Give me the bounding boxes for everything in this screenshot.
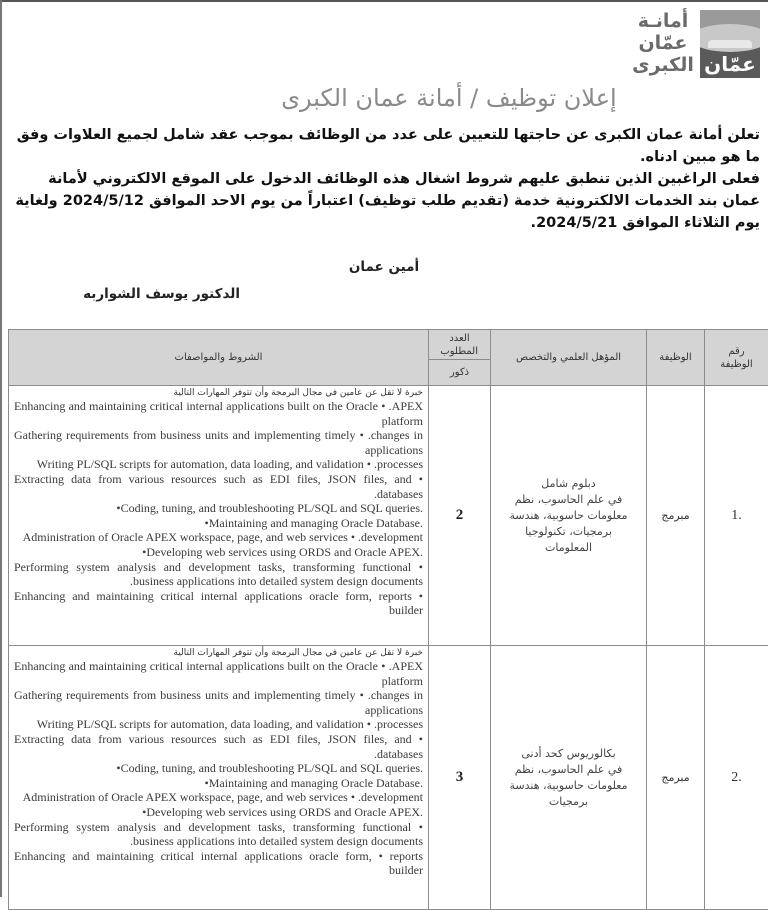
condition-item: .Coding, tuning, and troubleshooting PL/SQL and SQL queries• bbox=[14, 761, 423, 776]
table-row bbox=[9, 646, 768, 910]
logo-emblem-icon bbox=[700, 10, 760, 78]
logo-line: عمّان bbox=[632, 32, 694, 54]
condition-item: Performing system analysis and development tasks, transforming functional • .business applications into detailed system design documents bbox=[14, 820, 423, 849]
condition-item: Writing PL/SQL scripts for automation, data loading, and validation • .processes bbox=[14, 457, 423, 472]
job-qualification: بكالوريوس كحد أدنى في علم الحاسوب، نظم معلومات حاسوبية، هندسة برمجيات bbox=[491, 646, 647, 910]
conditions-lead: خبرة لا تقل عن عامين في مجال البرمجة وأن تتوفر المهارات التالية bbox=[14, 387, 423, 399]
announcement-body bbox=[14, 124, 760, 234]
header-job-number: رقم الوظيفة bbox=[705, 330, 768, 386]
jobs-table bbox=[8, 329, 768, 910]
condition-item: Extracting data from various resources such as EDI files, JSON files, and • .databases bbox=[14, 472, 423, 501]
condition-item: Enhancing and maintaining critical internal applications oracle form, reports • builder bbox=[14, 589, 423, 618]
page-border-top bbox=[0, 0, 768, 2]
job-number: 1. bbox=[705, 386, 768, 646]
header-job-title: الوظيفة bbox=[647, 330, 705, 386]
condition-item: Extracting data from various resources such as EDI files, JSON files, and • .databases bbox=[14, 732, 423, 761]
condition-item: .Developing web services using ORDS and Oracle APEX• bbox=[14, 805, 423, 820]
logo-line: أمانـة bbox=[632, 10, 694, 32]
job-required-count: 3 bbox=[429, 646, 491, 910]
condition-item: Administration of Oracle APEX workspace, page, and web services • .development bbox=[14, 530, 423, 545]
condition-item: .Coding, tuning, and troubleshooting PL/SQL and SQL queries• bbox=[14, 501, 423, 516]
condition-item: .Maintaining and managing Oracle Database• bbox=[14, 516, 423, 531]
job-conditions bbox=[9, 646, 429, 910]
table-row bbox=[9, 386, 768, 646]
condition-item: .Developing web services using ORDS and Oracle APEX• bbox=[14, 545, 423, 560]
logo-line: الكبرى bbox=[632, 54, 694, 76]
condition-item: Gathering requirements from business units and implementing timely • .changes in applications bbox=[14, 428, 423, 457]
header-conditions: الشروط والمواصفات bbox=[9, 330, 429, 386]
condition-item: Gathering requirements from business units and implementing timely • .changes in applications bbox=[14, 688, 423, 717]
announcement-paragraph: فعلى الراغبين الذين تنطبق عليهم شروط اشغال هذه الوظائف الدخول على الموقع الالكتروني لأمانة عمان بند الخدمات الالكترونية خدمة (تقديم طلب توظيف) اعتباراً من يوم الاحد الموافق 2024/5/12 ولغاية يوم الثلاثاء الموافق 2024/5/21. bbox=[14, 168, 760, 234]
condition-item: Writing PL/SQL scripts for automation, data loading, and validation • .processes bbox=[14, 717, 423, 732]
signatory-title: أمين عمان bbox=[0, 259, 768, 275]
signatory-name: الدكتور يوسف الشواربه bbox=[40, 286, 240, 302]
condition-item: Performing system analysis and development tasks, transforming functional • .business applications into detailed system design documents bbox=[14, 560, 423, 589]
job-title: مبرمج bbox=[647, 646, 705, 910]
condition-item: Enhancing and maintaining critical internal applications oracle form, • reports builder bbox=[14, 849, 423, 878]
page-title: إعلان توظيف / أمانة عمان الكبرى bbox=[0, 84, 768, 112]
job-qualification: دبلوم شامل في علم الحاسوب، نظم معلومات حاسوبية، هندسة برمجيات، تكنولوجيا المعلومات bbox=[491, 386, 647, 646]
gam-logo bbox=[632, 6, 760, 82]
logo-emblem-text: عمّان bbox=[700, 52, 760, 76]
job-title: مبرمج bbox=[647, 386, 705, 646]
job-conditions bbox=[9, 386, 429, 646]
job-number: 2. bbox=[705, 646, 768, 910]
header-required-count: العدد المطلوب bbox=[429, 330, 491, 360]
job-required-count: 2 bbox=[429, 386, 491, 646]
header-count-males: ذكور bbox=[429, 360, 491, 386]
header-qualification: المؤهل العلمي والتخصص bbox=[491, 330, 647, 386]
condition-item: Enhancing and maintaining critical internal applications built on the Oracle • .APEX platform bbox=[14, 399, 423, 428]
condition-item: .Maintaining and managing Oracle Database• bbox=[14, 776, 423, 791]
conditions-lead: خبرة لا تقل عن عامين في مجال البرمجة وأن تتوفر المهارات التالية bbox=[14, 647, 423, 659]
condition-item: Administration of Oracle APEX workspace, page, and web services • .development bbox=[14, 790, 423, 805]
condition-item: Enhancing and maintaining critical internal applications built on the Oracle • .APEX platform bbox=[14, 659, 423, 688]
page-border-left bbox=[0, 0, 2, 897]
logo-wordmark bbox=[632, 10, 694, 76]
announcement-paragraph: تعلن أمانة عمان الكبرى عن حاجتها للتعيين على عدد من الوظائف بموجب عقد شامل لجميع العلاوات وفق ما هو مبين ادناه. bbox=[14, 124, 760, 168]
